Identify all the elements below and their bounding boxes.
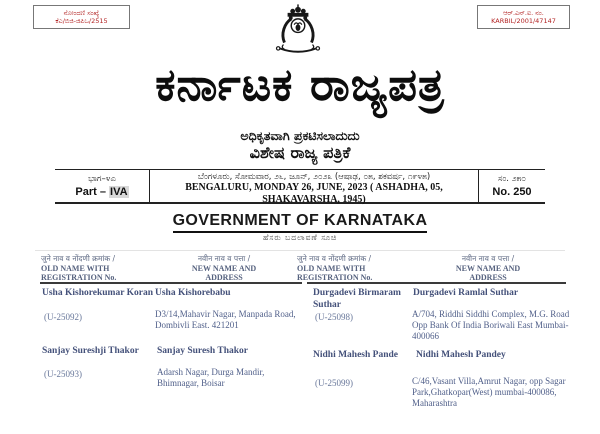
- part-label-kannada: ಭಾಗ–೪ಎ: [88, 174, 116, 184]
- new-name: Usha Kishorebabu: [155, 288, 231, 298]
- part-cell: [55, 170, 150, 202]
- registration-stamp-right: [477, 5, 570, 29]
- header-new-name-left: [150, 254, 298, 283]
- government-heading: GOVERNMENT OF KARNATAKA: [173, 212, 428, 233]
- header-rule-left: [40, 282, 302, 284]
- stamp-left-line2: ಕೆಎ/ಬಿಜಿ-ಜಿಪಿಒ/2515: [55, 17, 108, 25]
- header-new-kn: नवीन नाव व पत्ता /: [197, 254, 251, 263]
- header-old-kn: जुने नाव व नोंदणी क्रमांक /: [41, 254, 116, 263]
- new-name: Nidhi Mahesh Pandey: [416, 350, 506, 360]
- header-old-en1: OLD NAME WITH: [41, 263, 110, 273]
- stamp-left-line1: ನೋಂದಣಿ ಸಂಖ್ಯೆ: [63, 9, 100, 17]
- registration-no: (U-25093): [44, 369, 82, 379]
- registration-no: (U-25098): [315, 312, 353, 322]
- separator-line: [35, 250, 565, 251]
- stamp-right-line2: KARBIL/2001/47147: [491, 17, 556, 25]
- issue-info-band: [55, 169, 545, 204]
- old-name: Durgadevi Birmaram Suthar: [313, 288, 401, 310]
- header-old-name-right: [297, 254, 412, 283]
- place-date-english: BENGALURU, MONDAY 26, JUNE, 2023 ( ASHADHA, 05, SHAKAVARSHA, 1945): [185, 182, 443, 205]
- new-address: Adarsh Nagar, Durga Mandir, Bhimnagar, Boisar: [157, 367, 265, 388]
- header-rule-right: [307, 282, 566, 284]
- new-address: A/704, Riddhi Siddhi Complex, M.G. Road Opp Bank Of India Boriwali East Mumbai-400066: [412, 309, 570, 341]
- gazette-title: ಕರ್ನಾಟಕ ರಾಜ್ಯಪತ್ರ: [155, 58, 445, 111]
- gazette-subtitle-official: ಅಧಿಕೃತವಾಗಿ ಪ್ರಕಟಿಸಲಾದುದು: [240, 128, 360, 143]
- new-address: D3/14,Mahavir Nagar, Manpada Road, Dombivli East. 421201: [155, 309, 296, 330]
- gazette-subtitle-special-issue: ವಿಶೇಷ ರಾಜ್ಯ ಪತ್ರಿಕೆ: [249, 143, 351, 162]
- government-heading-wrap: [0, 212, 600, 233]
- header-new-en1: NEW NAME AND: [191, 263, 257, 273]
- header-new-name-right: [408, 254, 568, 283]
- stamp-right-line1: ಆರ್.ಎನ್.ಐ. ನಂ.: [503, 9, 544, 17]
- header-old-kn: जुने नाव व नोंदणी क्रमांक /: [297, 254, 372, 263]
- part-value: IVA: [110, 186, 128, 198]
- karnataka-state-emblem-icon: [269, 2, 327, 59]
- header-new-en2: ADDRESS: [469, 273, 507, 282]
- issue-number-cell: [478, 170, 545, 202]
- header-old-en2: REGISTRATION No.: [41, 273, 117, 282]
- place-date-kannada: ಬೆಂಗಳೂರು, ಸೋಮವಾರ, ೨೬, ಜೂನ್, ೨೦೨೩ (ಆಷಾಢ, ೦೫, ಶಕವರ್ಷ, ೧೯೪೫): [197, 172, 431, 182]
- registration-stamp-left: [33, 5, 130, 29]
- old-name: Sanjay Sureshji Thakor: [42, 346, 139, 356]
- registration-no: (U-25099): [315, 378, 353, 388]
- new-address: C/46,Vasant Villa,Amrut Nagar, opp Sagar Park,Ghatkopar(West) mumbai-400086, Maharashtra: [412, 376, 566, 408]
- header-old-en2: REGISTRATION No.: [297, 273, 373, 282]
- header-new-en2: ADDRESS: [205, 273, 243, 282]
- header-old-name-left: [41, 254, 156, 283]
- old-name: Usha Kishorekumar Koran: [42, 288, 154, 298]
- place-date-cell: [150, 170, 478, 205]
- header-new-en1: NEW NAME AND: [455, 263, 521, 273]
- new-name: Durgadevi Ramlal Suthar: [413, 288, 519, 298]
- issue-number-kannada: ಸಂ. ೨೫೦: [498, 174, 526, 184]
- part-prefix: Part –: [75, 186, 110, 198]
- part-label-english: [55, 186, 149, 198]
- issue-number-english: No. 250: [492, 186, 532, 198]
- new-name: Sanjay Suresh Thakor: [157, 346, 248, 356]
- header-new-kn: नवीन नाव व पत्ता /: [461, 254, 515, 263]
- old-name: Nidhi Mahesh Pande: [313, 350, 398, 360]
- registration-no: (U-25092): [44, 312, 82, 322]
- notice-line-kannada: ಹೆಸರು ಬದಲಾವಣೆ ಸೂಚಿ: [262, 233, 338, 242]
- header-old-en1: OLD NAME WITH: [297, 263, 366, 273]
